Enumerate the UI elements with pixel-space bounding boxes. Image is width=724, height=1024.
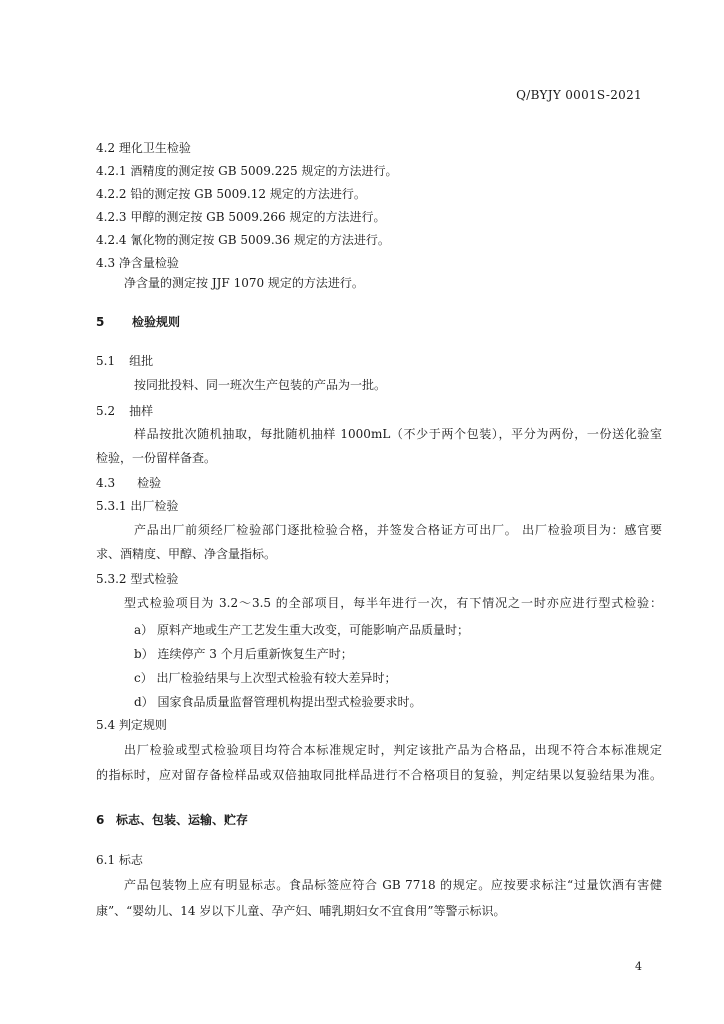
paragraph-sampling-line1: 样品按批次随机抽取，每批随机抽样 1000mL（不少于两个包装），平分为两份，一份送化验室 — [134, 427, 662, 441]
section-number: 6 — [96, 813, 105, 827]
paragraph-marking-line2: 康”、“婴幼儿、14 岁以下儿童、孕产妇、哺乳期妇女不宜食用”等警示标识。 — [96, 904, 506, 918]
subsection-heading-4-3-inspection — [96, 474, 662, 492]
paragraph-marking-line1: 产品包装物上应有明显标志。食品标签应符合 GB 7718 的规定。应按要求标注“过量饮酒有害健 — [124, 878, 662, 892]
section-title: 检验规则 — [132, 315, 181, 329]
list-item-b: b） 连续停产 3 个月后重新恢复生产时； — [134, 647, 353, 661]
paragraph-judgment-line2: 的指标时，应对留存备检样品或双倍抽取同批样品进行不合格项目的复验，判定结果以复验结果为准。 — [96, 768, 662, 782]
subsection-heading-4-3: 4.3 净含量检验 — [96, 256, 179, 270]
clause-4-2-4: 4.2.4 氰化物的测定按 GB 5009.36 规定的方法进行。 — [96, 233, 390, 247]
section-number: 5 — [96, 315, 105, 329]
paragraph-type-inspection: 型式检验项目为 3.2～3.5 的全部项目，每半年进行一次，有下情况之一时亦应进行型式检验： — [124, 596, 662, 610]
subsection-number: 5.2 — [96, 404, 116, 418]
list-item-c: c） 出厂检验结果与上次型式检验有较大差异时； — [134, 671, 397, 685]
subsection-heading-5-4: 5.4 判定规则 — [96, 718, 167, 732]
subsection-number: 5.1 — [96, 354, 116, 368]
paragraph-sampling-line2: 检验，一份留样备查。 — [96, 451, 217, 465]
section-heading-5 — [96, 313, 662, 331]
subsection-title: 抽样 — [129, 404, 154, 418]
subsection-heading-6-1: 6.1 标志 — [96, 853, 143, 867]
page-number: 4 — [635, 960, 642, 973]
paragraph-net-content: 净含量的测定按 JJF 1070 规定的方法进行。 — [124, 276, 364, 290]
paragraph-judgment-line1: 出厂检验或型式检验项目均符合本标准规定时，判定该批产品为合格品，出现不符合本标准规定 — [124, 743, 662, 757]
document-code: Q/BYJY 0001S-2021 — [516, 88, 642, 102]
subsection-heading-4-2: 4.2 理化卫生检验 — [96, 141, 191, 155]
paragraph-factory-inspection-line2: 求、酒精度、甲醇、净含量指标。 — [96, 547, 277, 561]
section-heading-6 — [96, 811, 662, 829]
section-title: 标志、包装、运输、贮存 — [116, 813, 249, 827]
subsection-title: 检验 — [137, 476, 162, 490]
clause-4-2-1: 4.2.1 酒精度的测定按 GB 5009.225 规定的方法进行。 — [96, 164, 398, 178]
clause-5-3-2: 5.3.2 型式检验 — [96, 572, 179, 586]
paragraph-batching: 按同批投料、同一班次生产包装的产品为一批。 — [134, 378, 387, 392]
list-item-d: d） 国家食品质量监督管理机构提出型式检验要求时。 — [134, 695, 422, 709]
subsection-heading-5-1 — [96, 352, 662, 370]
subsection-heading-5-2 — [96, 402, 662, 420]
subsection-number: 4.3 — [96, 476, 116, 490]
subsection-title: 组批 — [129, 354, 154, 368]
list-item-a: a） 原料产地或生产工艺发生重大改变，可能影响产品质量时； — [134, 623, 469, 637]
clause-4-2-3: 4.2.3 甲醇的测定按 GB 5009.266 规定的方法进行。 — [96, 210, 386, 224]
clause-4-2-2: 4.2.2 铅的测定按 GB 5009.12 规定的方法进行。 — [96, 187, 366, 201]
clause-5-3-1: 5.3.1 出厂检验 — [96, 499, 179, 513]
paragraph-factory-inspection-line1: 产品出厂前须经厂检验部门逐批检验合格，并签发合格证方可出厂。 出厂检验项目为：感官要 — [134, 523, 662, 537]
